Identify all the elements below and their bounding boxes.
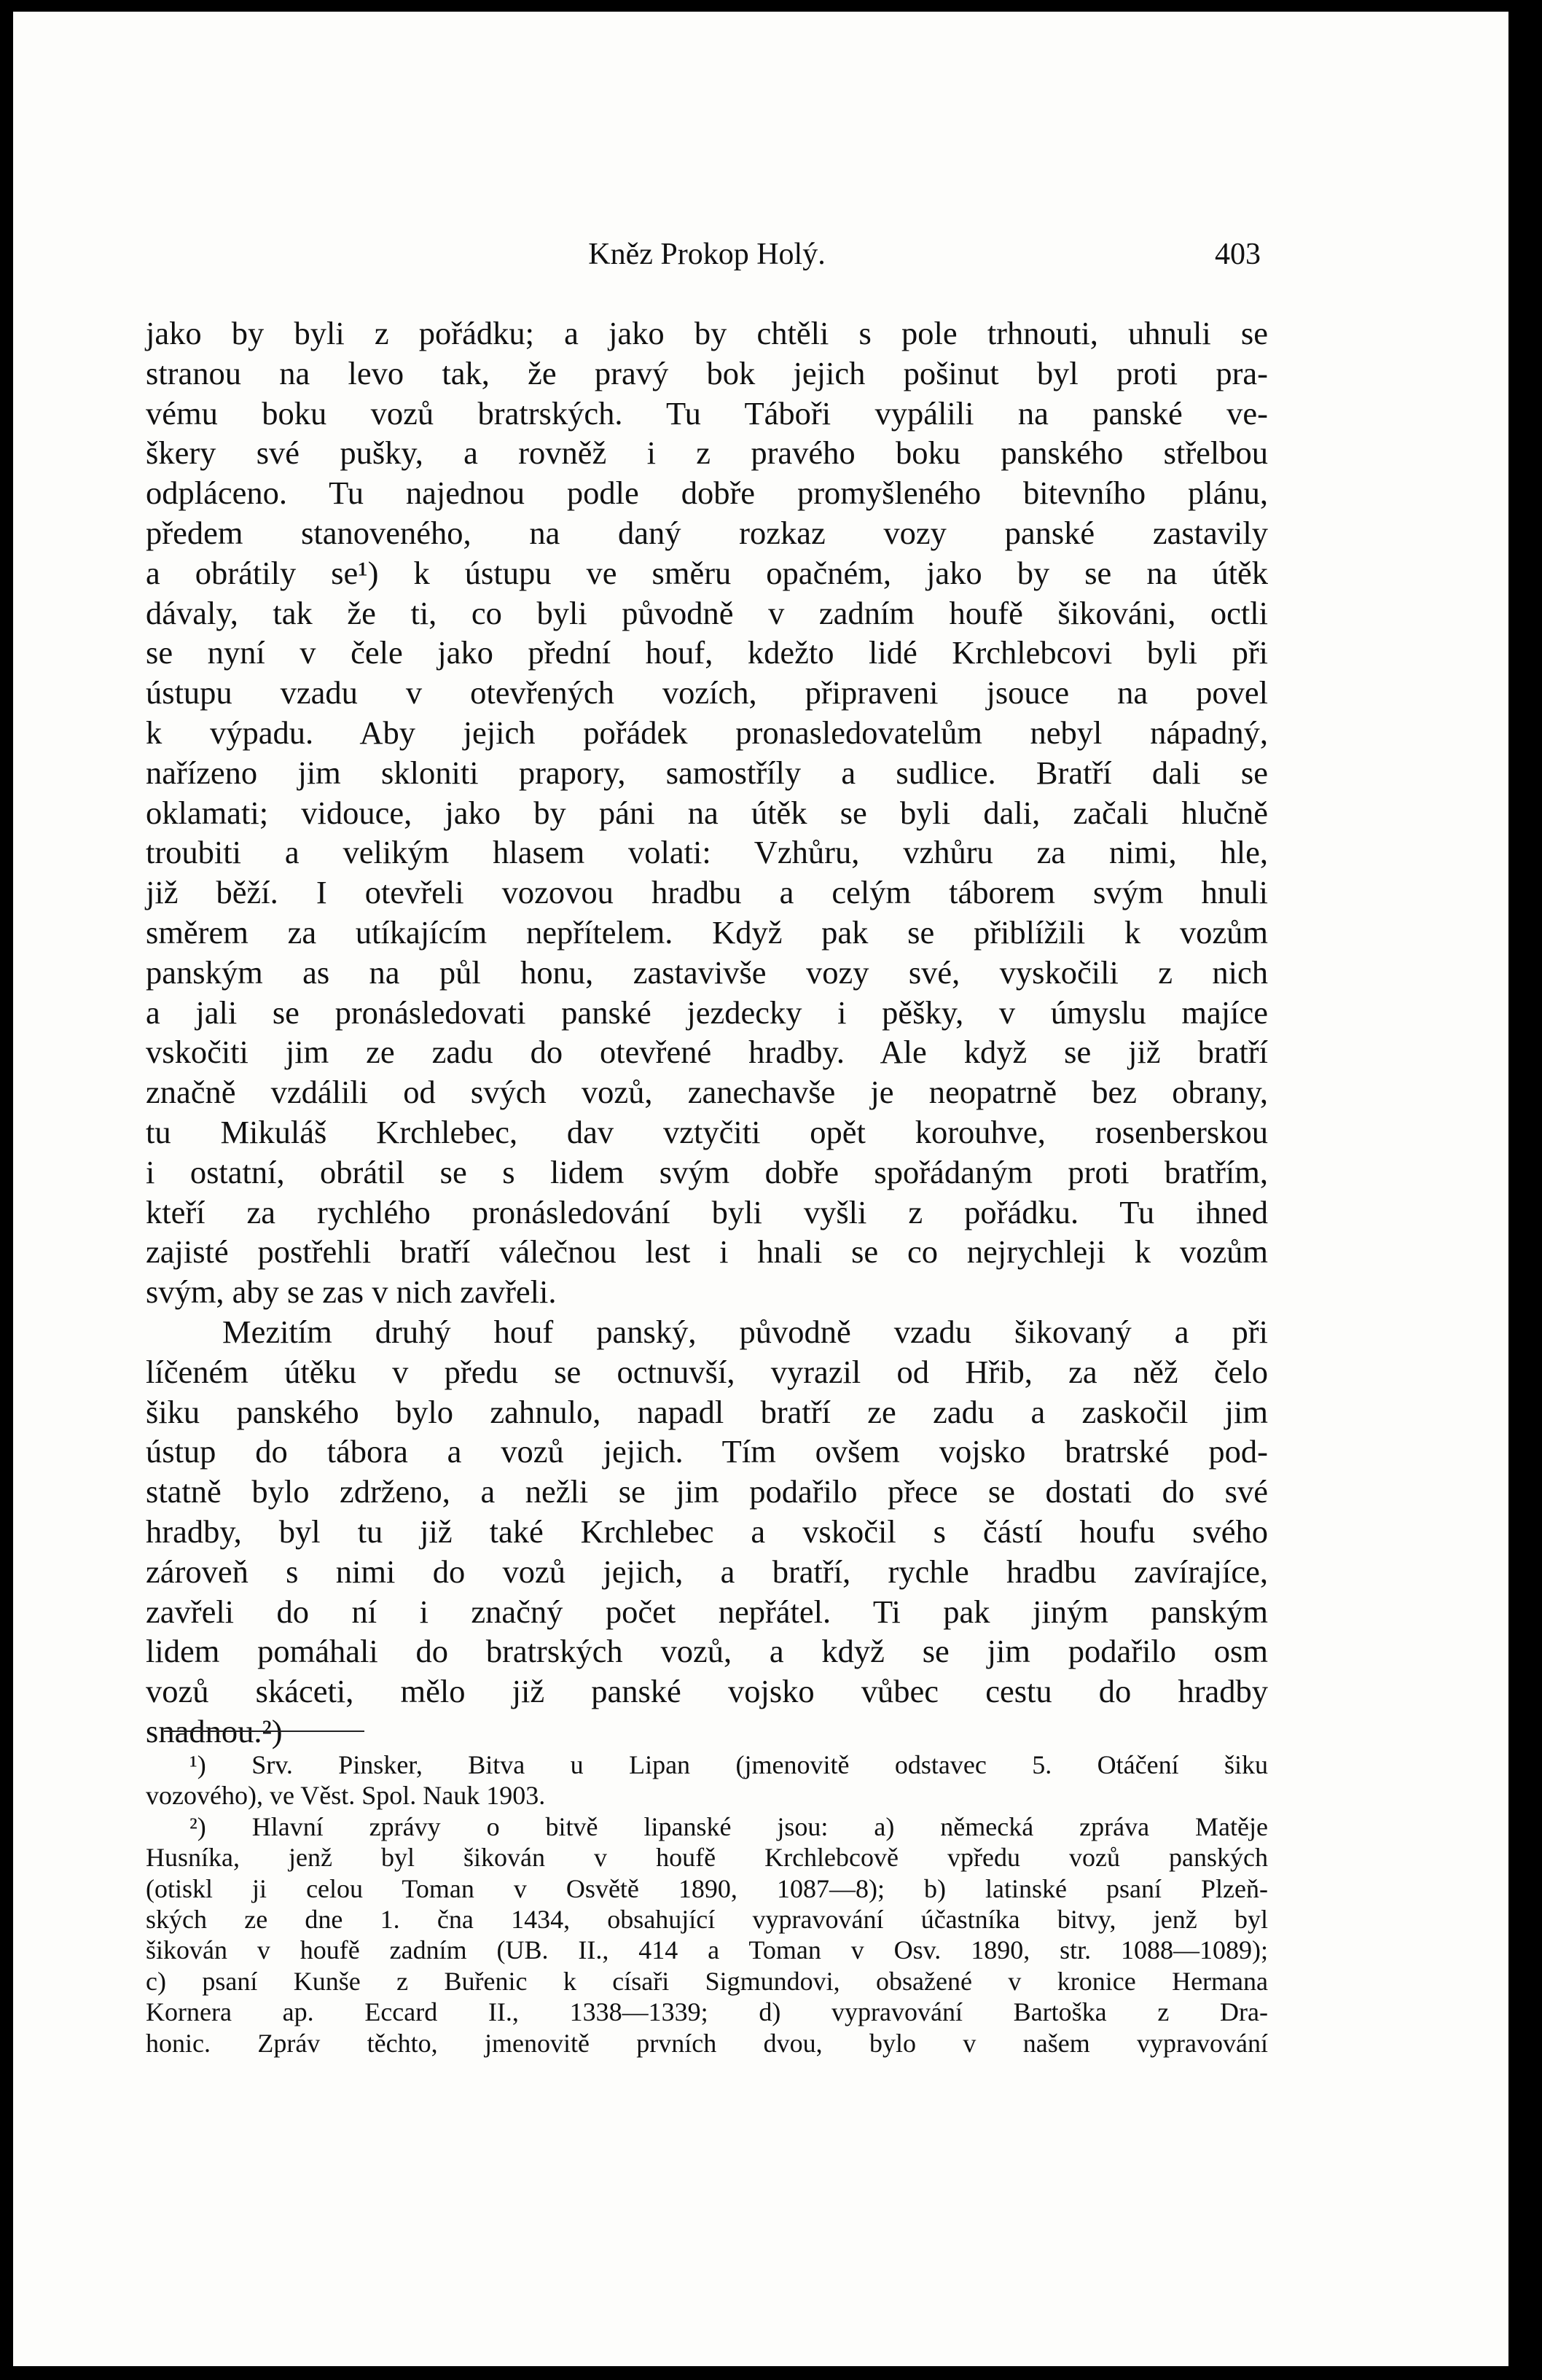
body-line: již běží. I otevřeli vozovou hradbu a celým táborem svým hnuli <box>146 874 1268 911</box>
body-line: zajisté postřehli bratří válečnou lest i hnali se co nejrychleji k vozům <box>146 1233 1268 1271</box>
body-line: vskočiti jim ze zadu do otevřené hradby. Ale když se již bratří <box>146 1034 1268 1071</box>
body-line: troubiti a velikým hlasem volati: Vzhůru, vzhůru za nimi, hle, <box>146 834 1268 871</box>
page-number: 403 <box>1215 238 1261 271</box>
footnote-line: ských ze dne 1. čna 1434, obsahující vypravování účastníka bitvy, jenž byl <box>146 1904 1268 1934</box>
body-line: panským as na půl honu, zastavivše vozy své, vyskočili z nich <box>146 953 1268 991</box>
body-line: dávaly, tak že ti, co byli původně v zadním houfě šikováni, octli <box>146 594 1268 631</box>
body-line: oklamati; vidouce, jako by páni na útěk se byli dali, začali hlučně <box>146 794 1268 831</box>
body-line: nařízeno jim skloniti prapory, samostříly a sudlice. Bratří dali se <box>146 754 1268 791</box>
body-line: lidem pomáhali do bratrských vozů, a když se jim podařilo osm <box>146 1633 1268 1670</box>
footnote-divider <box>164 1731 364 1732</box>
running-title: Kněz Prokop Holý. <box>588 238 826 271</box>
body-line: a jali se pronásledovati panské jezdecky i pěšky, v úmyslu majíce <box>146 994 1268 1031</box>
body-line: hradby, byl tu již také Krchlebec a vskočil s částí houfu svého <box>146 1513 1268 1550</box>
body-line: jako by byli z pořádku; a jako by chtěli s pole trhnouti, uhnuli se <box>146 315 1268 351</box>
body-line: zavřeli do ní i značný počet nepřátel. Ti pak jiným panským <box>146 1593 1268 1630</box>
body-line: směrem za utíkajícím nepřítelem. Když pak se přiblížili k vozům <box>146 913 1268 951</box>
body-line: škery své pušky, a rovněž i z pravého boku panského střelbou <box>146 434 1268 472</box>
body-line: odpláceno. Tu najednou podle dobře promyšleného bitevního plánu, <box>146 475 1268 512</box>
body-line: značně vzdálili od svých vozů, zanechavše je neopatrně bez obrany, <box>146 1074 1268 1111</box>
footnote-line: c) psaní Kunše z Buřenic k císaři Sigmundovi, obsažené v kronice Hermana <box>146 1966 1268 1996</box>
body-line: ústup do tábora a vozů jejich. Tím ovšem vojsko bratrské pod- <box>146 1433 1268 1470</box>
body-line: statně bylo zdrženo, a nežli se jim podařilo přece se dostati do své <box>146 1473 1268 1510</box>
footnotes <box>146 1749 1268 2059</box>
body-line: Mezitím druhý houf panský, původně vzadu šikovaný a při <box>222 1313 1268 1350</box>
body-line: i ostatní, obrátil se s lidem svým dobře spořádaným proti bratřím, <box>146 1153 1268 1190</box>
footnote-line: vozového), ve Věst. Spol. Nauk 1903. <box>146 1781 546 1811</box>
body-text <box>146 313 1268 1752</box>
body-line: svým, aby se zas v nich zavřeli. <box>146 1273 557 1311</box>
body-line: vozů skáceti, mělo již panské vojsko vůbec cestu do hradby <box>146 1673 1268 1710</box>
footnote-line: ¹) Srv. Pinsker, Bitva u Lipan (jmenovitě odstavec 5. Otáčení šiku <box>189 1750 1268 1779</box>
body-line: kteří za rychlého pronásledování byli vyšli z pořádku. Tu ihned <box>146 1193 1268 1230</box>
footnote-line: (otiskl ji celou Toman v Osvětě 1890, 1087—8); b) latinské psaní Plzeň- <box>146 1873 1268 1903</box>
page-header <box>146 237 1268 281</box>
body-line: ústupu vzadu v otevřených vozích, připraveni jsouce na povel <box>146 674 1268 711</box>
footnote-line: Husníka, jenž byl šikován v houfě Krchlebcově vpředu vozů panských <box>146 1843 1268 1873</box>
footnote-line: Kornera ap. Eccard II., 1338—1339; d) vypravování Bartoška z Dra- <box>146 1997 1268 2027</box>
footnote-line: ²) Hlavní zprávy o bitvě lipanské jsou: a) německá zpráva Matěje <box>189 1811 1268 1841</box>
footnote-line: honic. Zpráv těchto, jmenovitě prvních dvou, bylo v našem vypravování <box>146 2028 1268 2058</box>
body-line: se nyní v čele jako přední houf, kdežto lidé Krchlebcovi byli při <box>146 634 1268 671</box>
body-line: šiku panského bylo zahnulo, napadl bratří ze zadu a zaskočil jim <box>146 1393 1268 1430</box>
body-line: stranou na levo tak, že pravý bok jejich pošinut byl proti pra- <box>146 354 1268 391</box>
body-line: a obrátily se¹) k ústupu ve směru opačném, jako by se na útěk <box>146 554 1268 591</box>
footnote-line: šikován v houfě zadním (UB. II., 414 a Toman v Osv. 1890, str. 1088—1089); <box>146 1935 1268 1965</box>
body-line: vému boku vozů bratrských. Tu Tábořі vypálili na panské ve- <box>146 394 1268 432</box>
body-line: snadnou.²) <box>146 1712 283 1749</box>
body-line: tu Mikuláš Krchlebec, dav vztyčiti opět korouhve, rosenberskou <box>146 1113 1268 1150</box>
body-line: zároveň s nimi do vozů jejich, a bratří, rychle hradbu zavírajíce, <box>146 1553 1268 1590</box>
body-line: líčeném útěku v předu se octnuvší, vyrazil od Hřib, za něž čelo <box>146 1353 1268 1390</box>
body-line: předem stanoveného, na daný rozkaz vozy panské zastavily <box>146 514 1268 551</box>
body-line: k výpadu. Aby jejich pořádek pronasledovatelům nebyl nápadný, <box>146 714 1268 751</box>
